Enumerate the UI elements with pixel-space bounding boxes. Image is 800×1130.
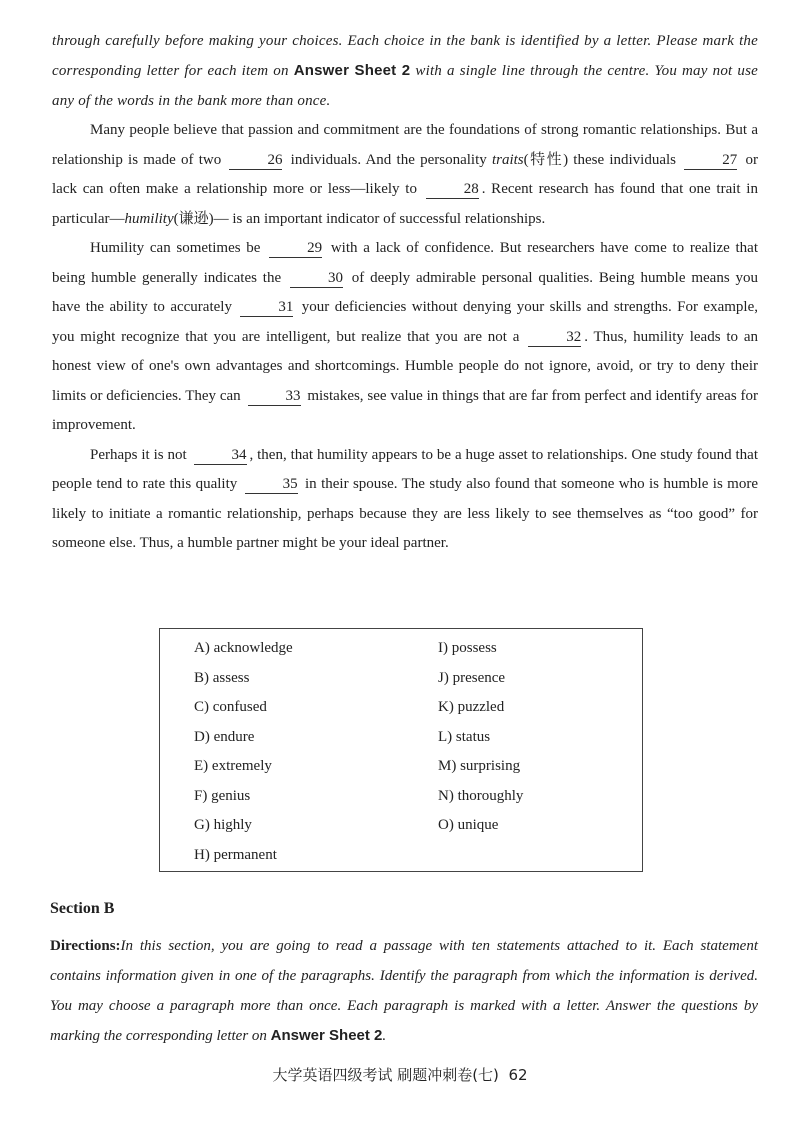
text: individuals. And the personality: [285, 151, 492, 168]
word-option: G) highly: [194, 817, 252, 833]
word-option: F) genius: [194, 787, 251, 804]
blank-28: 28: [426, 180, 479, 199]
text: Humility can sometimes be: [90, 240, 267, 256]
passage: [52, 116, 758, 559]
text: Perhaps it is not: [90, 446, 191, 463]
word-option: J) presence: [438, 669, 506, 686]
text: Many people believe that passion and commitment are the foundations of strong romantic relationships. But a relationship is made of two: [52, 122, 758, 168]
page-footer: [0, 1064, 800, 1085]
text: . Recent research has found that one trait in particular—: [52, 181, 758, 227]
word-option: L) status: [438, 728, 491, 745]
word-bank-right-column: [438, 637, 523, 844]
word-bank: [159, 628, 643, 872]
instructions: [52, 26, 758, 116]
directions-text: In this section, you are going to read a passage with ten statements attached to it. Each statement contains information given in one of the paragraphs. Identify the paragraph from which the information is derived. You may choose a paragraph more than once. Each paragraph is marked with a letter. Answer the questions by marking the corresponding letter on: [50, 938, 758, 1044]
directions-label: Directions:: [50, 938, 121, 954]
blank-29: 29: [269, 239, 322, 258]
footer-title: 大学英语四级考试 刷题冲刺卷(七): [272, 1066, 499, 1084]
word-option: E) extremely: [194, 758, 272, 774]
answer-sheet-label: Answer Sheet 2: [293, 62, 411, 79]
paragraph-2: [52, 234, 758, 441]
blank-27: 27: [684, 151, 737, 170]
instructions-text-2: with a single line through the centre. You may not use any of the words in the bank more than once.: [52, 63, 759, 109]
word-option: C) confused: [194, 699, 267, 715]
directions-end: .: [382, 1028, 387, 1044]
term-traits: traits: [491, 151, 524, 168]
blank-30: 30: [290, 269, 343, 288]
text: , then, that humility appears to be a huge asset to relationships. One study found that people tend to rate this quality: [52, 446, 758, 492]
blank-26: 26: [229, 151, 282, 170]
word-option: B) assess: [194, 669, 250, 686]
answer-sheet-label: Answer Sheet 2: [270, 1027, 383, 1044]
text: your deficiencies without denying your skills and strengths. For example, you might recognize that you are intelligent, but realize that you are not a: [52, 299, 758, 345]
term-humility: humility: [124, 210, 174, 227]
word-option: N) thoroughly: [438, 787, 524, 804]
word-option: O) unique: [438, 817, 499, 833]
text: or lack can often make a relationship more or less—likely to: [52, 151, 758, 197]
blank-35: 35: [245, 475, 298, 494]
paragraph-3: [52, 441, 758, 559]
text: mistakes, see value in things that are far from perfect and identify areas for improvement.: [52, 387, 758, 433]
word-option: K) puzzled: [438, 699, 505, 715]
section-b-title: Section B: [50, 900, 115, 917]
word-option: A) acknowledge: [194, 640, 293, 656]
text: in their spouse. The study also found that someone who is humble is more likely to initiate a romantic relationship, perhaps because they are less likely to see themselves as “too good” for someone else. Thus, a humble partner might be your ideal partner.: [52, 476, 758, 551]
blank-32: 32: [528, 328, 581, 347]
word-option: H) permanent: [194, 846, 277, 863]
blank-34: 34: [194, 446, 247, 465]
blank-33: 33: [248, 387, 301, 406]
blank-31: 31: [240, 298, 293, 317]
word-bank-left-column: [194, 637, 293, 873]
word-option: D) endure: [194, 728, 255, 745]
instructions-text-1: through carefully before making your choices. Each choice in the bank is identified by a letter. Please mark the corresponding letter for each item on: [52, 33, 758, 79]
word-option: M) surprising: [438, 758, 521, 774]
paragraph-1: [52, 116, 758, 234]
page-number: 62: [508, 1066, 528, 1084]
text: (特性) these individuals: [523, 151, 682, 168]
section-b-directions: [50, 931, 758, 1051]
text: of deeply admirable personal qualities. Being humble means you have the ability to accurately: [52, 269, 759, 315]
text: (谦逊)— is an important indicator of successful relationships.: [173, 210, 546, 227]
text: . Thus, humility leads to an honest view of one's own advantages and shortcomings. Humble people do not ignore, avoid, or try to deny their limits or deficiencies. They can: [52, 328, 758, 404]
text: with a lack of confidence. But researchers have come to realize that being humble generally indicates the: [52, 240, 759, 286]
word-option: I) possess: [438, 640, 497, 656]
